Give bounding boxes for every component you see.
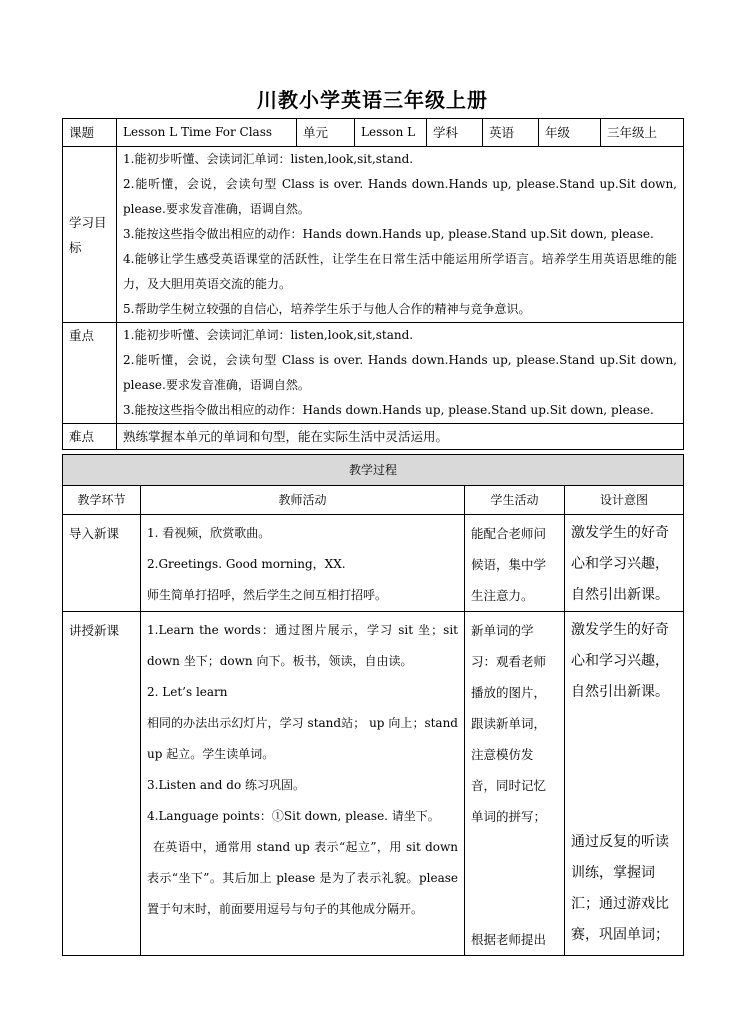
objective-line: 2.能听懂，会说，会读句型 Class is over. Hands down.Hands up, please.Stand up.Sit down, please.要求发音准确，语调自然。 [123,177,677,216]
difficulty-label: 难点 [63,424,117,450]
student-activity-text: 根据老师提出 [471,932,547,947]
key-point-line: 1.能初步听懂、会读词汇单词：listen,look,sit,stand. [123,328,414,342]
grade-value: 三年级上 [601,119,684,147]
intro-row [63,515,684,612]
intro-design-intent: 激发学生的好奇心和学习兴趣，自然引出新课。 [565,515,684,612]
column-header-intent: 设计意图 [565,486,684,515]
teacher-line: 2. Let’s learn [147,685,228,699]
grade-label: 年级 [539,119,601,147]
key-points-row [63,323,684,424]
intro-student-activity: 能配合老师问候语，集中学生注意力。 [465,515,565,612]
objective-line: 3.能按这些指令做出相应的动作：Hands down.Hands up, please.Stand up.Sit down, please. [123,227,654,241]
objective-line: 4.能够让学生感受英语课堂的活跃性，让学生在日常生活中能运用所学语言。培养学生用英语思维的能力，及大胆用英语交流的能力。 [123,252,677,291]
new-lesson-stage: 讲授新课 [63,612,141,956]
design-intent-text: 通过反复的听读训练，掌握词汇；通过游戏比赛，巩固单词； [571,834,669,943]
new-lesson-row [63,612,684,956]
key-point-line: 3.能按这些指令做出相应的动作：Hands down.Hands up, please.Stand up.Sit down, please. [123,403,654,417]
column-header-stage: 教学环节 [63,486,141,515]
teacher-line: 4.Language points：①Sit down, please. 请坐下。 [147,809,440,823]
objectives-row [63,147,684,323]
new-lesson-teacher-activity [141,612,465,956]
difficulty-content: 熟练掌握本单元的单词和句型，能在实际生活中灵活运用。 [117,424,684,450]
new-lesson-design-intent [565,612,684,956]
column-header-teacher: 教师活动 [141,486,465,515]
key-point-line: 2.能听懂，会说，会读句型 Class is over. Hands down.Hands up, please.Stand up.Sit down, please.要求发音准确，语调自然。 [123,353,677,392]
key-points-label: 重点 [63,323,117,424]
teacher-line: 3.Listen and do 练习巩固。 [147,778,305,792]
teacher-line: 相同的办法出示幻灯片，学习 stand站； up 向上；stand up 起立。学生读单词。 [147,716,458,761]
teacher-line: 2.Greetings. Good morning，XX. [147,557,346,571]
teacher-line: 1. 看视频，欣赏歌曲。 [147,526,271,540]
unit-value: Lesson L [355,119,427,147]
teacher-line: 1.Learn the words：通过图片展示，学习 sit 坐；sit down 坐下；down 向下。板书，领读，自由读。 [147,623,458,668]
objective-line: 1.能初步听懂、会读词汇单词：listen,look,sit,stand. [123,152,414,166]
column-header-student: 学生活动 [465,486,565,515]
header-row [63,119,684,147]
objectives-label: 学习目标 [63,147,117,323]
student-activity-text: 新单词的学习：观看老师播放的图片，跟读新单词，注意模仿发音，同时记忆单词的拼写； [471,623,547,824]
lesson-value: Lesson L Time For Class [117,119,297,147]
intro-teacher-activity [141,515,465,612]
objective-line: 5.帮助学生树立较强的自信心，培养学生乐于与他人合作的精神与竞争意识。 [123,302,531,316]
teacher-line: 师生简单打招呼，然后学生之间互相打招呼。 [147,588,388,602]
lesson-info-table [62,118,684,450]
difficulty-row [63,424,684,450]
objectives-content [117,147,684,323]
subject-value: 英语 [483,119,539,147]
new-lesson-student-activity [465,612,565,956]
teaching-process-table [62,454,684,956]
process-column-headers [63,486,684,515]
intro-stage: 导入新课 [63,515,141,612]
design-intent-text: 激发学生的好奇心和学习兴趣，自然引出新课。 [571,622,669,700]
unit-label: 单元 [297,119,355,147]
process-heading: 教学过程 [63,455,684,486]
process-heading-row [63,455,684,486]
page-title: 川教小学英语三年级上册 [257,88,488,112]
key-points-content [117,323,684,424]
teacher-line: 在英语中，通常用 stand up 表示“起立”，用 sit down 表示“坐下”。其后加上 please 是为了表示礼貌。please 置于句末时，前面要用逗号与句子的其他成分隔开。 [147,840,458,916]
lesson-label: 课题 [63,119,117,147]
subject-label: 学科 [427,119,483,147]
